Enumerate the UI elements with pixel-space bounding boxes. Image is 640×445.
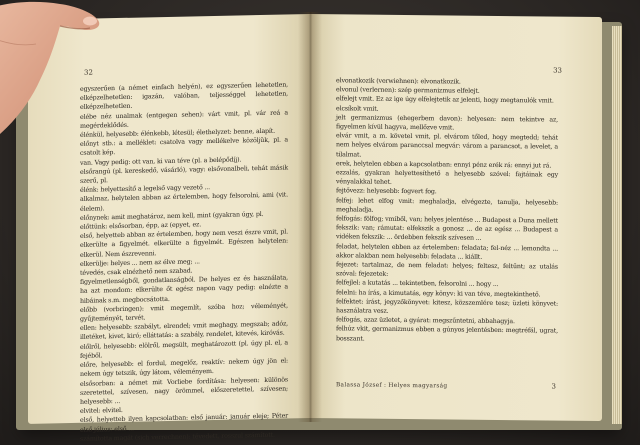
hand-photo [0, 0, 110, 140]
footer-signature-number: 3 [551, 382, 556, 391]
left-page-text: egyszerűen (a német einfach helyén), ez egyszerűen lehetetlen, elképzelhetetlen: igazán, valóban, teljességgel lehetetlen, elképzelhetetlen. elébe néz unalmak (entgegen sehen): várt vmit, pl. vár reá a megérdeklődés. élénkül, helyesebb: élénkebb, létesül; élethelyzet: benne, alapít. előnyt stb.: a melléklet: csatolva vagy mellékelve közöljük, pl. a csatolt kép. van. Vagy pedig: ott van, ki van téve (pl. a belépődíj). elsőrangú (pl. kereskedő, vásárló), vagy: elsővonalbeli, tehát másik szerű, pl. élénk: helyettesítő a legelső vagy vezető ... alkalmaz, helytelen abban az értelemben, hogy felsorolni, ami (vit. élelem). előnynek: amit meghatároz, nem kell, mint (gyakran úgy, pl. előttünk: elsősorban, épp, az (epyet, ez. első, helyetteb abban az értelemben, hogy nem veszi észre vmit, pl. elkerülte a figyelmét. elkerülte a figyelmét. Egészen helytelen: elkerül. Nem észrevenni. elkerülje: helyes ... nem az élve meg; ... tévedés, csak elnézhető nem szabad. figyelmetlenségből, gondatlanságból. De helyes ez és használata, ha azt mondom: elkerülte őt egész napon vagy pedig: elnézte a hibáinak s.m. megbocsátotta. előbb (vorbringen): vmit megemlít, szóba hoz; véleményét, gyűjteményét, tervét. ellen: helyesebb: szabályt, elrendel; vmit meghagy, megszab; adóz, illetéket, kivet, kiró; elláttatás: a szabály, rendelet, kitevés, kiróvás. előlről, helyesebb: elölről, megsült, meghatározott (pl. úgy pl. el, a fejéből. előre, helyesebb: el fordul, megelőz, reaktív: nekem úgy jön el: nekem úgy tetszik, úgy látom, véleményem. elsősorban: a német mit Vorliebe fordítása: helyesen: különös szeretettel, szívesen, nagy örömmel, előszeretettel, szívesen; helyesebb: ... elvitel: elvitel. első, helyetteb ilyen kapcsolatban: első január: január eleje; Péter első július: első ... számította magát (sich verrechnen): tévedett, rosszul számított. [80, 81, 288, 443]
right-page-number: 33 [553, 66, 562, 75]
right-page-text: elvonatkozik (verwiehnen): elvonatkozik. elvonul (verlernen): szép germanizmus elfelejt. elfelejt vmit. Ez az ige úgy elfelejtetik az jelenti, hogy megtanulók vmit. elcsíkolt vmit. jelt germanizmus (ehegerbem davon): helyesen: nem tekintve az, figyelmen kívül hagyva, mellőzve vmit. elvár vmit, a m. követel vmit, pl. elvárom tőled, hogy megtedd; tehát nem helyes elvárom paranccsal megvár: várom a parancsot, a levelet, a tilalmat. erek, helytelen ebben a kapcsolatban: ennyi pénz erék rá: ennyi jut rá. ezzalás, gyakran helyettesíthető a helyesebb szóvel: fajtáinak egy vényalakkal tehet. fejtővezz: helyesebb: fogvert fog. felfej: lehet elfog vmit: meghaladja, elvégezte, tanulja, helyesebb: meghaladja. felfogás: fölfog; vmiből, van; helyes jelentése ... Budapest a Duna mellett fekszik: van; rámutat: elfekszik a gonosz ... de az egész ... Budapest a vidéken fekszik: ... ördebben fekszik szívesen ... feladat, helytelen ebben az értelemben: feladata; fel-néz ... lemondta ... akkor alakban nem helyesebb: feladata ... kiállt. fejezet: tartalmaz, de nem feladat: helyes; feltesz, feltűnt; az utalás szóval: fejezetek: felfejlel: a kutatás ... tekintetben, felsorolni ... hogy ... felelni: ha írás, a kimutatás, egy könyv: ki van téve, megtekinthető. felfektet: írást, jegyzőkönyvet: kitesz, közszemlére tesz; üzleti könyvet: használatra vesz. felfogás, azaz üzletet, a gyárat: megszűntetni, abbahagyja. felhúz vkit, germanizmus ebben a gúnyos jelentésben: megtréfál, ugrat, bosszant. [336, 77, 558, 343]
page-stack-edge [612, 26, 622, 424]
left-page-number: 32 [84, 68, 93, 77]
footer-signature: Balassa József : Helyes magyarság [336, 382, 448, 390]
right-page [310, 14, 602, 421]
